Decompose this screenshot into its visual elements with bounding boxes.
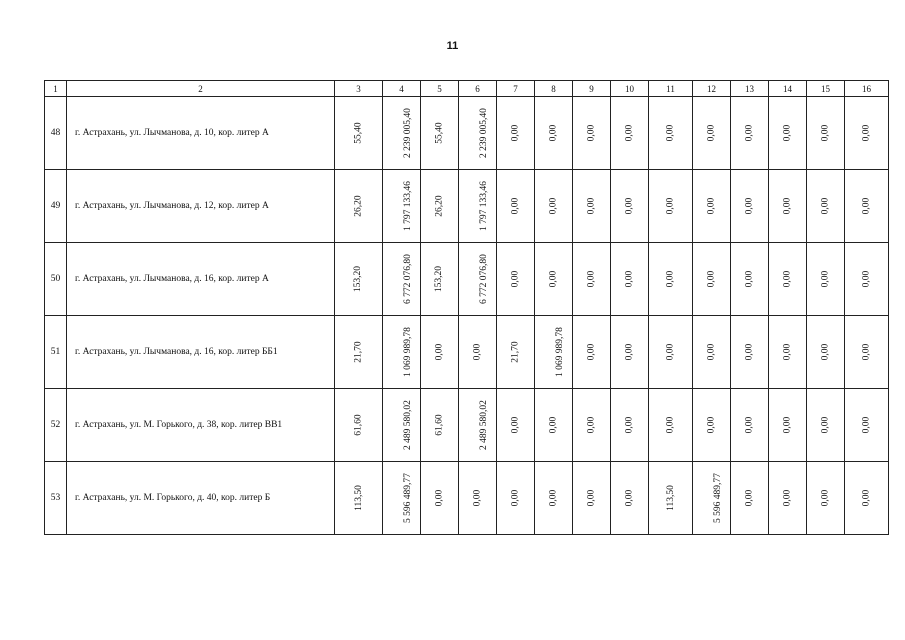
value-cell [497, 462, 535, 535]
cell-value: 0,00 [624, 416, 635, 434]
cell-value: 0,00 [782, 343, 793, 361]
column-header: 9 [573, 81, 611, 97]
cell-value: 0,00 [861, 416, 872, 434]
table-row [45, 462, 889, 535]
value-cell [807, 389, 845, 462]
cell-value: 0,00 [744, 489, 755, 507]
value-cell [769, 97, 807, 170]
value-cell [693, 462, 731, 535]
value-cell [335, 170, 383, 243]
value-cell [459, 462, 497, 535]
value-cell [693, 243, 731, 316]
value-cell [573, 243, 611, 316]
table-row [45, 316, 889, 389]
row-address: г. Астрахань, ул. Лычманова, д. 10, кор. литер А [67, 97, 335, 170]
value-cell [573, 170, 611, 243]
cell-value: 0,00 [548, 197, 559, 215]
value-cell [807, 97, 845, 170]
value-cell [611, 170, 649, 243]
value-cell [807, 243, 845, 316]
value-cell [421, 462, 459, 535]
value-cell [845, 170, 889, 243]
value-cell [611, 316, 649, 389]
column-header: 13 [731, 81, 769, 97]
cell-value: 0,00 [510, 416, 521, 434]
cell-value: 0,00 [706, 124, 717, 142]
row-address: г. Астрахань, ул. Лычманова, д. 16, кор. литер ББ1 [67, 316, 335, 389]
value-cell [383, 389, 421, 462]
cell-value: 0,00 [548, 416, 559, 434]
cell-value: 0,00 [548, 124, 559, 142]
cell-value: 0,00 [434, 343, 445, 361]
cell-value: 0,00 [861, 270, 872, 288]
cell-value: 0,00 [706, 270, 717, 288]
value-cell [731, 389, 769, 462]
cell-value: 0,00 [820, 124, 831, 142]
cell-value: 0,00 [624, 124, 635, 142]
cell-value: 0,00 [744, 197, 755, 215]
value-cell [459, 316, 497, 389]
value-cell [845, 97, 889, 170]
cell-value: 0,00 [744, 124, 755, 142]
cell-value: 0,00 [665, 416, 676, 434]
cell-value: 0,00 [706, 197, 717, 215]
value-cell [769, 462, 807, 535]
value-cell [383, 97, 421, 170]
cell-value: 0,00 [744, 343, 755, 361]
value-cell [535, 316, 573, 389]
cell-value: 0,00 [472, 343, 483, 361]
cell-value: 0,00 [861, 489, 872, 507]
value-cell [383, 170, 421, 243]
value-cell [693, 389, 731, 462]
cell-value: 0,00 [586, 343, 597, 361]
cell-value: 0,00 [624, 343, 635, 361]
cell-value: 0,00 [782, 416, 793, 434]
cell-value: 0,00 [586, 489, 597, 507]
cell-value: 5 596 489,77 [402, 473, 413, 523]
value-cell [649, 389, 693, 462]
value-cell [845, 462, 889, 535]
cell-value: 6 772 076,80 [402, 254, 413, 304]
value-cell [845, 389, 889, 462]
row-number: 53 [45, 462, 67, 535]
value-cell [769, 316, 807, 389]
column-header: 12 [693, 81, 731, 97]
column-header: 14 [769, 81, 807, 97]
cell-value: 2 489 580,02 [402, 400, 413, 450]
cell-value: 61,60 [434, 414, 445, 436]
table-row [45, 389, 889, 462]
cell-value: 0,00 [548, 270, 559, 288]
cell-value: 0,00 [665, 343, 676, 361]
cell-value: 0,00 [782, 270, 793, 288]
column-header: 1 [45, 81, 67, 97]
cell-value: 0,00 [665, 124, 676, 142]
cell-value: 6 772 076,80 [478, 254, 489, 304]
value-cell [807, 316, 845, 389]
value-cell [807, 462, 845, 535]
cell-value: 0,00 [820, 197, 831, 215]
row-number: 49 [45, 170, 67, 243]
value-cell [535, 97, 573, 170]
value-cell [807, 170, 845, 243]
cell-value: 0,00 [782, 197, 793, 215]
column-header: 8 [535, 81, 573, 97]
column-header: 15 [807, 81, 845, 97]
cell-value: 0,00 [624, 197, 635, 215]
value-cell [335, 97, 383, 170]
cell-value: 0,00 [744, 270, 755, 288]
cell-value: 0,00 [861, 124, 872, 142]
cell-value: 2 239 005,40 [478, 108, 489, 158]
value-cell [421, 243, 459, 316]
cell-value: 1 797 133,46 [402, 181, 413, 231]
cell-value: 0,00 [861, 197, 872, 215]
table-row [45, 243, 889, 316]
value-cell [769, 170, 807, 243]
cell-value: 55,40 [353, 122, 364, 144]
value-cell [535, 389, 573, 462]
value-cell [573, 316, 611, 389]
cell-value: 0,00 [782, 124, 793, 142]
value-cell [611, 389, 649, 462]
cell-value: 26,20 [353, 195, 364, 217]
column-header: 4 [383, 81, 421, 97]
cell-value: 55,40 [434, 122, 445, 144]
value-cell [611, 243, 649, 316]
cell-value: 0,00 [782, 489, 793, 507]
value-cell [649, 243, 693, 316]
value-cell [459, 170, 497, 243]
cell-value: 0,00 [820, 489, 831, 507]
value-cell [459, 389, 497, 462]
row-address: г. Астрахань, ул. Лычманова, д. 16, кор. литер А [67, 243, 335, 316]
cell-value: 153,20 [353, 265, 364, 293]
value-cell [497, 97, 535, 170]
cell-value: 0,00 [586, 270, 597, 288]
column-header: 10 [611, 81, 649, 97]
value-cell [335, 389, 383, 462]
cell-value: 61,60 [353, 414, 364, 436]
cell-value: 0,00 [861, 343, 872, 361]
value-cell [383, 243, 421, 316]
value-cell [535, 170, 573, 243]
cell-value: 1 797 133,46 [478, 181, 489, 231]
cell-value: 0,00 [548, 489, 559, 507]
cell-value: 0,00 [706, 343, 717, 361]
column-header: 6 [459, 81, 497, 97]
row-address: г. Астрахань, ул. М. Горького, д. 38, кор. литер ВВ1 [67, 389, 335, 462]
value-cell [573, 97, 611, 170]
column-header: 2 [67, 81, 335, 97]
value-cell [421, 170, 459, 243]
value-cell [649, 97, 693, 170]
cell-value: 21,70 [353, 341, 364, 363]
value-cell [769, 389, 807, 462]
value-cell [693, 170, 731, 243]
value-cell [535, 462, 573, 535]
value-cell [497, 170, 535, 243]
cell-value: 153,20 [434, 265, 445, 293]
cell-value: 0,00 [434, 489, 445, 507]
value-cell [731, 316, 769, 389]
value-cell [573, 389, 611, 462]
value-cell [497, 316, 535, 389]
value-cell [535, 243, 573, 316]
table-header-row [45, 81, 889, 97]
page-number: 11 [446, 40, 459, 52]
cell-value: 113,50 [665, 485, 676, 511]
value-cell [649, 462, 693, 535]
cell-value: 0,00 [510, 489, 521, 507]
value-cell [731, 170, 769, 243]
value-cell [845, 316, 889, 389]
value-cell [769, 243, 807, 316]
cell-value: 0,00 [665, 197, 676, 215]
column-header: 3 [335, 81, 383, 97]
cell-value: 5 596 489,77 [712, 473, 723, 523]
value-cell [573, 462, 611, 535]
cell-value: 0,00 [744, 416, 755, 434]
column-header: 11 [649, 81, 693, 97]
value-cell [731, 462, 769, 535]
value-cell [421, 316, 459, 389]
cell-value: 0,00 [510, 197, 521, 215]
cell-value: 0,00 [624, 489, 635, 507]
cell-value: 21,70 [510, 341, 521, 363]
column-header: 16 [845, 81, 889, 97]
cell-value: 0,00 [586, 416, 597, 434]
cell-value: 0,00 [820, 270, 831, 288]
value-cell [459, 97, 497, 170]
cell-value: 1 069 989,78 [402, 327, 413, 377]
table-row [45, 97, 889, 170]
row-number: 48 [45, 97, 67, 170]
table-row [45, 170, 889, 243]
value-cell [335, 462, 383, 535]
row-address: г. Астрахань, ул. Лычманова, д. 12, кор. литер А [67, 170, 335, 243]
value-cell [497, 243, 535, 316]
value-cell [421, 97, 459, 170]
cell-value: 0,00 [510, 270, 521, 288]
value-cell [335, 243, 383, 316]
cell-value: 0,00 [586, 197, 597, 215]
cell-value: 0,00 [820, 416, 831, 434]
value-cell [731, 97, 769, 170]
column-header: 5 [421, 81, 459, 97]
value-cell [421, 389, 459, 462]
cell-value: 0,00 [510, 124, 521, 142]
value-cell [497, 389, 535, 462]
value-cell [649, 170, 693, 243]
row-number: 51 [45, 316, 67, 389]
data-table [44, 80, 889, 535]
cell-value: 26,20 [434, 195, 445, 217]
cell-value: 113,50 [353, 485, 364, 511]
row-number: 50 [45, 243, 67, 316]
cell-value: 0,00 [706, 416, 717, 434]
value-cell [383, 316, 421, 389]
cell-value: 0,00 [820, 343, 831, 361]
row-address: г. Астрахань, ул. М. Горького, д. 40, кор. литер Б [67, 462, 335, 535]
column-header: 7 [497, 81, 535, 97]
cell-value: 0,00 [472, 489, 483, 507]
value-cell [693, 97, 731, 170]
value-cell [335, 316, 383, 389]
cell-value: 0,00 [624, 270, 635, 288]
cell-value: 2 239 005,40 [402, 108, 413, 158]
cell-value: 0,00 [586, 124, 597, 142]
value-cell [459, 243, 497, 316]
value-cell [383, 462, 421, 535]
value-cell [649, 316, 693, 389]
row-number: 52 [45, 389, 67, 462]
value-cell [731, 243, 769, 316]
cell-value: 0,00 [665, 270, 676, 288]
table-body [45, 97, 889, 535]
value-cell [845, 243, 889, 316]
value-cell [611, 97, 649, 170]
value-cell [611, 462, 649, 535]
value-cell [693, 316, 731, 389]
cell-value: 2 489 580,02 [478, 400, 489, 450]
cell-value: 1 069 989,78 [554, 327, 565, 377]
